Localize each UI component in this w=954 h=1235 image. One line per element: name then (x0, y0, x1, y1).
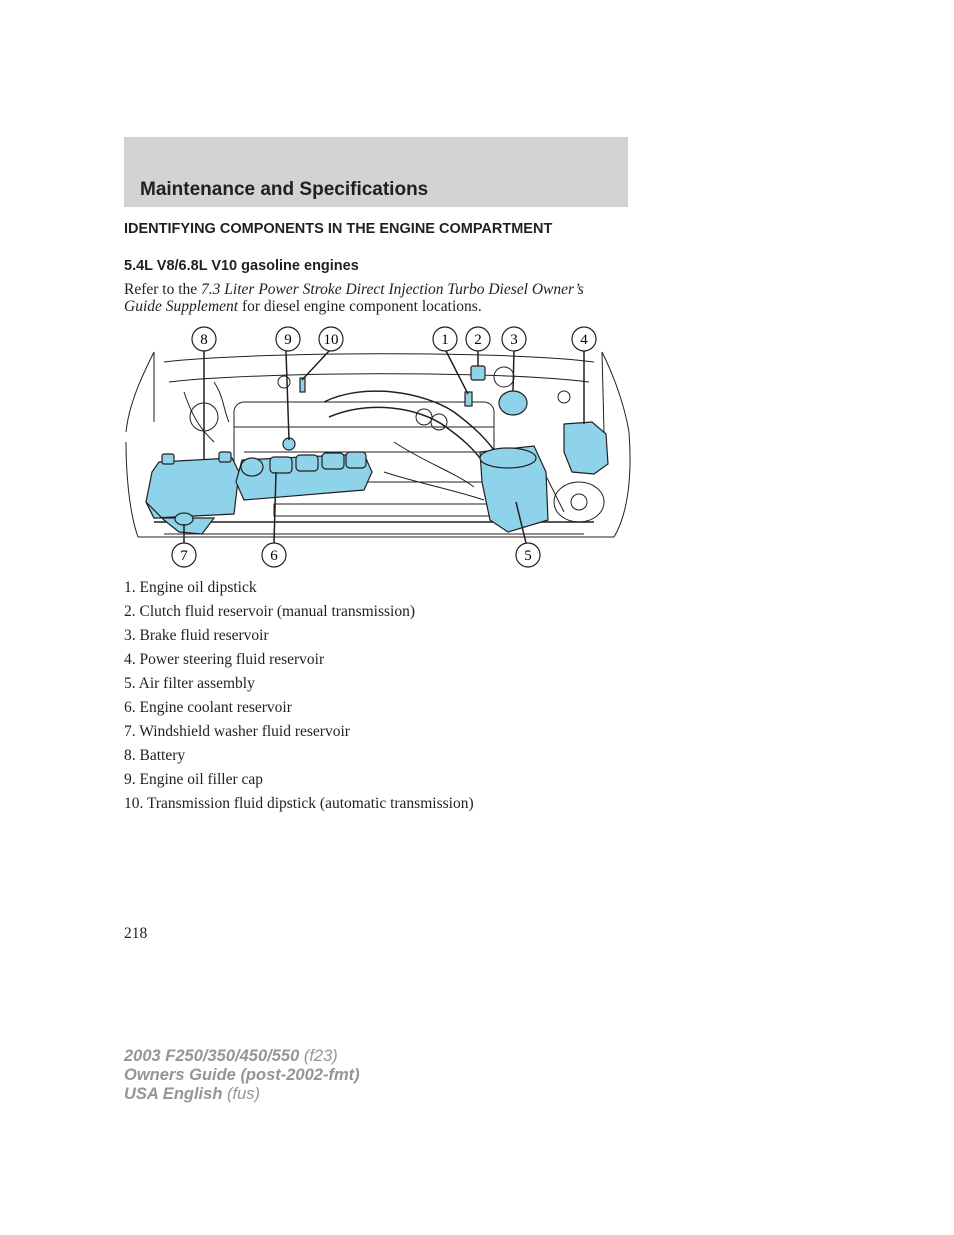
callout-label: 4 (580, 332, 588, 348)
footer-line-model (124, 1047, 360, 1066)
list-item: 7. Windshield washer fluid reservoir (124, 723, 350, 740)
callout-5 (516, 543, 540, 567)
footer-guide: Owners Guide (post-2002-fmt) (124, 1066, 360, 1084)
section-header-band (124, 137, 628, 207)
callout-label: 8 (200, 332, 208, 348)
footer-line-guide (124, 1066, 360, 1085)
engine-compartment-illustration (124, 322, 634, 574)
callout-label: 3 (510, 332, 518, 348)
list-item: 5. Air filter assembly (124, 675, 255, 692)
footer-model: 2003 F250/350/450/550 (124, 1047, 300, 1065)
page-number: 218 (124, 925, 148, 942)
list-item: 6. Engine coolant reservoir (124, 699, 292, 716)
callout-6 (262, 543, 286, 567)
document-footer (124, 1047, 360, 1104)
callout-label: 2 (474, 332, 482, 348)
callout-4 (572, 327, 596, 351)
list-item: 3. Brake fluid reservoir (124, 627, 269, 644)
callout-label: 10 (323, 332, 339, 348)
callout-label: 5 (524, 548, 532, 564)
list-item: 10. Transmission fluid dipstick (automatic transmission) (124, 795, 474, 812)
callout-10 (319, 327, 343, 351)
intro-suffix: for diesel engine component locations. (238, 298, 482, 315)
footer-language-code: (fus) (222, 1085, 260, 1103)
intro-guide-title: 7.3 Liter Power Stroke Direct Injection Turbo Diesel Owner’s Guide Supplement (124, 281, 584, 315)
callout-label: 9 (284, 332, 292, 348)
footer-line-language (124, 1085, 360, 1104)
callout-7 (172, 543, 196, 567)
list-item: 8. Battery (124, 747, 186, 764)
callout-label: 7 (180, 548, 188, 564)
callout-2 (466, 327, 490, 351)
intro-paragraph (124, 281, 604, 315)
callout-label: 6 (270, 548, 278, 564)
section-title: Maintenance and Specifications (140, 179, 429, 200)
engine-subheading: 5.4L V8/6.8L V10 gasoline engines (124, 258, 359, 274)
callout-9 (276, 327, 300, 351)
callout-8 (192, 327, 216, 351)
list-item: 4. Power steering fluid reservoir (124, 651, 325, 668)
callout-label: 1 (441, 332, 449, 348)
list-item: 2. Clutch fluid reservoir (manual transmission) (124, 603, 415, 620)
footer-model-code: (f23) (299, 1047, 338, 1065)
footer-language: USA English (124, 1085, 223, 1103)
page-heading: IDENTIFYING COMPONENTS IN THE ENGINE COMPARTMENT (124, 221, 553, 237)
callout-1 (433, 327, 457, 351)
list-item: 1. Engine oil dipstick (124, 579, 257, 596)
callout-3 (502, 327, 526, 351)
list-item: 9. Engine oil filler cap (124, 771, 264, 788)
intro-prefix: Refer to the (124, 281, 202, 298)
component-list (124, 578, 474, 818)
